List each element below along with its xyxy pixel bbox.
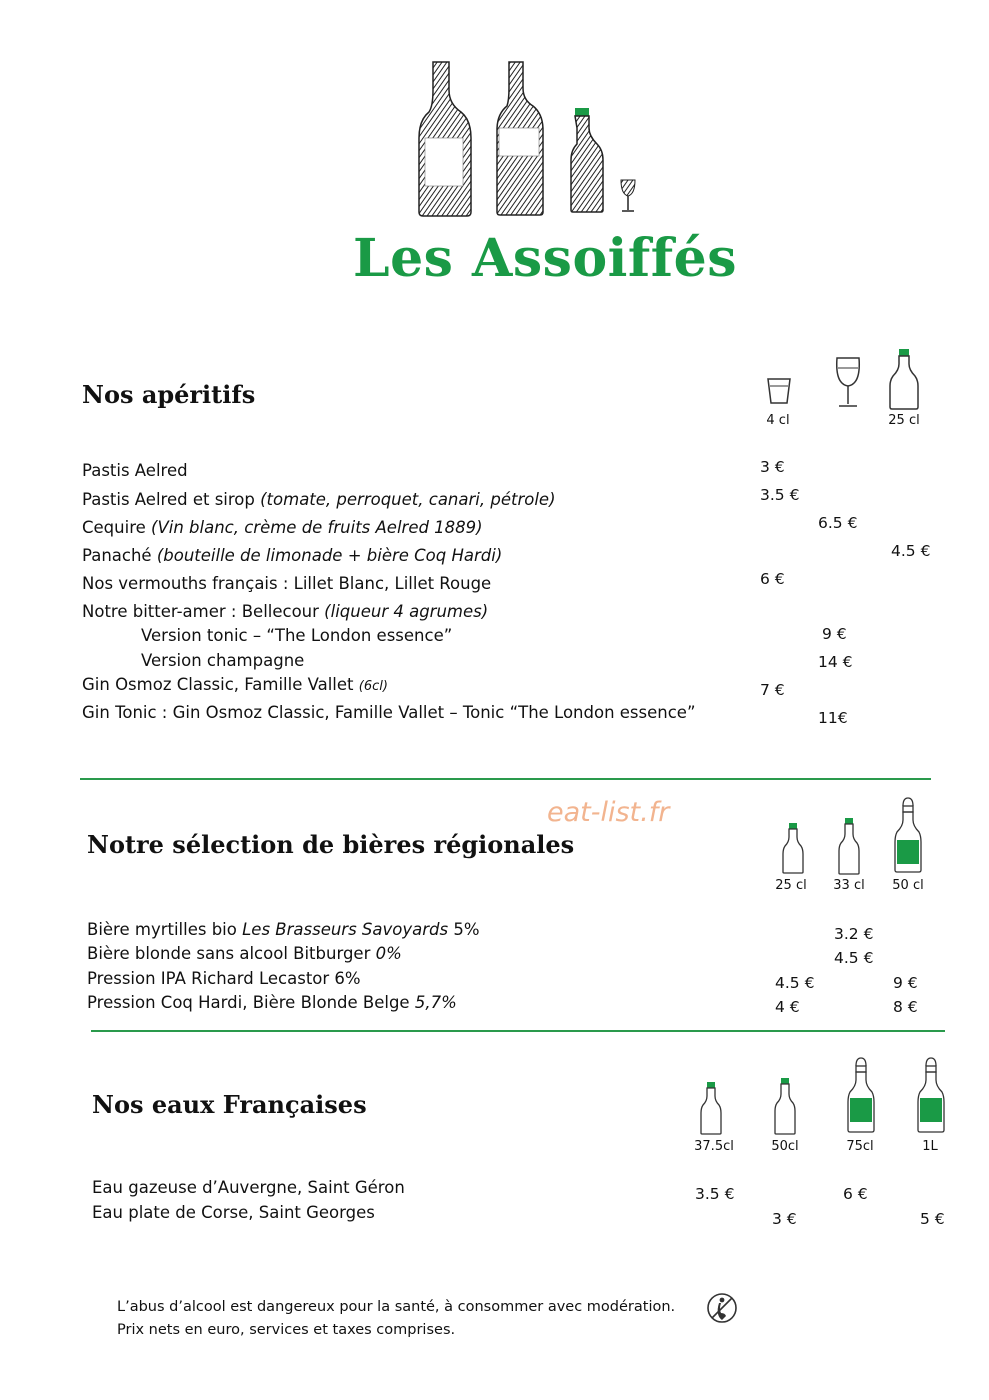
menu-item: Pastis Aelred	[82, 461, 188, 480]
price: 6 €	[760, 570, 785, 588]
menu-item: Gin Tonic : Gin Osmoz Classic, Famille Vallet – Tonic “The London essence”	[82, 703, 696, 722]
flip-top-bottle-icon-75cl	[847, 1056, 875, 1136]
bottle-icon-25cl	[782, 821, 804, 875]
price: 4.5 €	[891, 542, 931, 560]
unit-label: 25 cl	[888, 413, 920, 428]
section-divider	[91, 1030, 945, 1032]
pregnant-woman-warning-icon	[706, 1292, 738, 1324]
unit-label: 25 cl	[775, 878, 807, 893]
price: 11€	[818, 709, 848, 727]
menu-item: Pression IPA Richard Lecastor 6%	[87, 969, 361, 988]
wine-glass-icon	[833, 356, 863, 410]
menu-item: Version champagne	[141, 651, 305, 670]
price: 3.5 €	[695, 1185, 735, 1203]
unit-label: 50cl	[771, 1139, 799, 1154]
section-title-aperitifs: Nos apéritifs	[82, 380, 256, 409]
bottle-icon-50cl	[774, 1076, 796, 1136]
price: 4.5 €	[775, 974, 815, 992]
bottles-illustration-icon	[415, 58, 645, 218]
price: 14 €	[818, 653, 853, 671]
page-title: Les Assoiffés	[353, 228, 737, 289]
section-divider	[80, 778, 931, 780]
flip-top-bottle-icon-1l	[917, 1056, 945, 1136]
menu-item: Nos vermouths français : Lillet Blanc, Lillet Rouge	[82, 574, 492, 593]
price: 3.5 €	[760, 486, 800, 504]
price: 9 €	[822, 625, 847, 643]
shot-glass-icon	[766, 376, 792, 406]
unit-label: 75cl	[846, 1139, 874, 1154]
bottle-icon-25cl	[889, 347, 919, 411]
price: 5 €	[920, 1210, 945, 1228]
bottle-icon-37-5cl	[700, 1080, 722, 1136]
watermark: eat-list.fr	[547, 797, 670, 828]
menu-item: Panaché (bouteille de limonade + bière Coq Hardi)	[82, 546, 503, 565]
price: 4.5 €	[834, 949, 874, 967]
flip-top-bottle-icon-50cl	[894, 796, 922, 876]
unit-label: 4 cl	[766, 413, 790, 428]
unit-label: 33 cl	[833, 878, 865, 893]
footer-prices-note: Prix nets en euro, services et taxes comprises.	[117, 1322, 456, 1338]
menu-item: Pression Coq Hardi, Bière Blonde Belge 5,7%	[87, 993, 457, 1012]
unit-label: 1L	[922, 1139, 938, 1154]
price: 3 €	[760, 458, 785, 476]
unit-label: 37.5cl	[694, 1139, 734, 1154]
unit-label: 50 cl	[892, 878, 924, 893]
menu-item: Eau plate de Corse, Saint Georges	[92, 1203, 375, 1222]
price: 9 €	[893, 974, 918, 992]
price: 3 €	[772, 1210, 797, 1228]
section-title-beers: Notre sélection de bières régionales	[87, 830, 575, 859]
price: 8 €	[893, 998, 918, 1016]
footer-warning: L’abus d’alcool est dangereux pour la santé, à consommer avec modération.	[117, 1299, 676, 1315]
menu-item: Pastis Aelred et sirop (tomate, perroquet, canari, pétrole)	[82, 490, 556, 509]
menu-item: Version tonic – “The London essence”	[141, 626, 453, 645]
menu-item: Bière myrtilles bio Les Brasseurs Savoyards 5%	[87, 920, 480, 939]
price: 6 €	[843, 1185, 868, 1203]
price: 7 €	[760, 681, 785, 699]
section-title-waters: Nos eaux Françaises	[92, 1090, 367, 1119]
menu-item: Eau gazeuse d’Auvergne, Saint Géron	[92, 1178, 405, 1197]
price: 3.2 €	[834, 925, 874, 943]
menu-item: Gin Osmoz Classic, Famille Vallet (6cl)	[82, 675, 388, 694]
menu-item: Cequire (Vin blanc, crème de fruits Aelred 1889)	[82, 518, 483, 537]
price: 6.5 €	[818, 514, 858, 532]
price: 4 €	[775, 998, 800, 1016]
menu-item: Notre bitter-amer : Bellecour (liqueur 4 agrumes)	[82, 602, 489, 621]
bottle-icon-33cl	[838, 816, 860, 876]
menu-item: Bière blonde sans alcool Bitburger 0%	[87, 944, 402, 963]
